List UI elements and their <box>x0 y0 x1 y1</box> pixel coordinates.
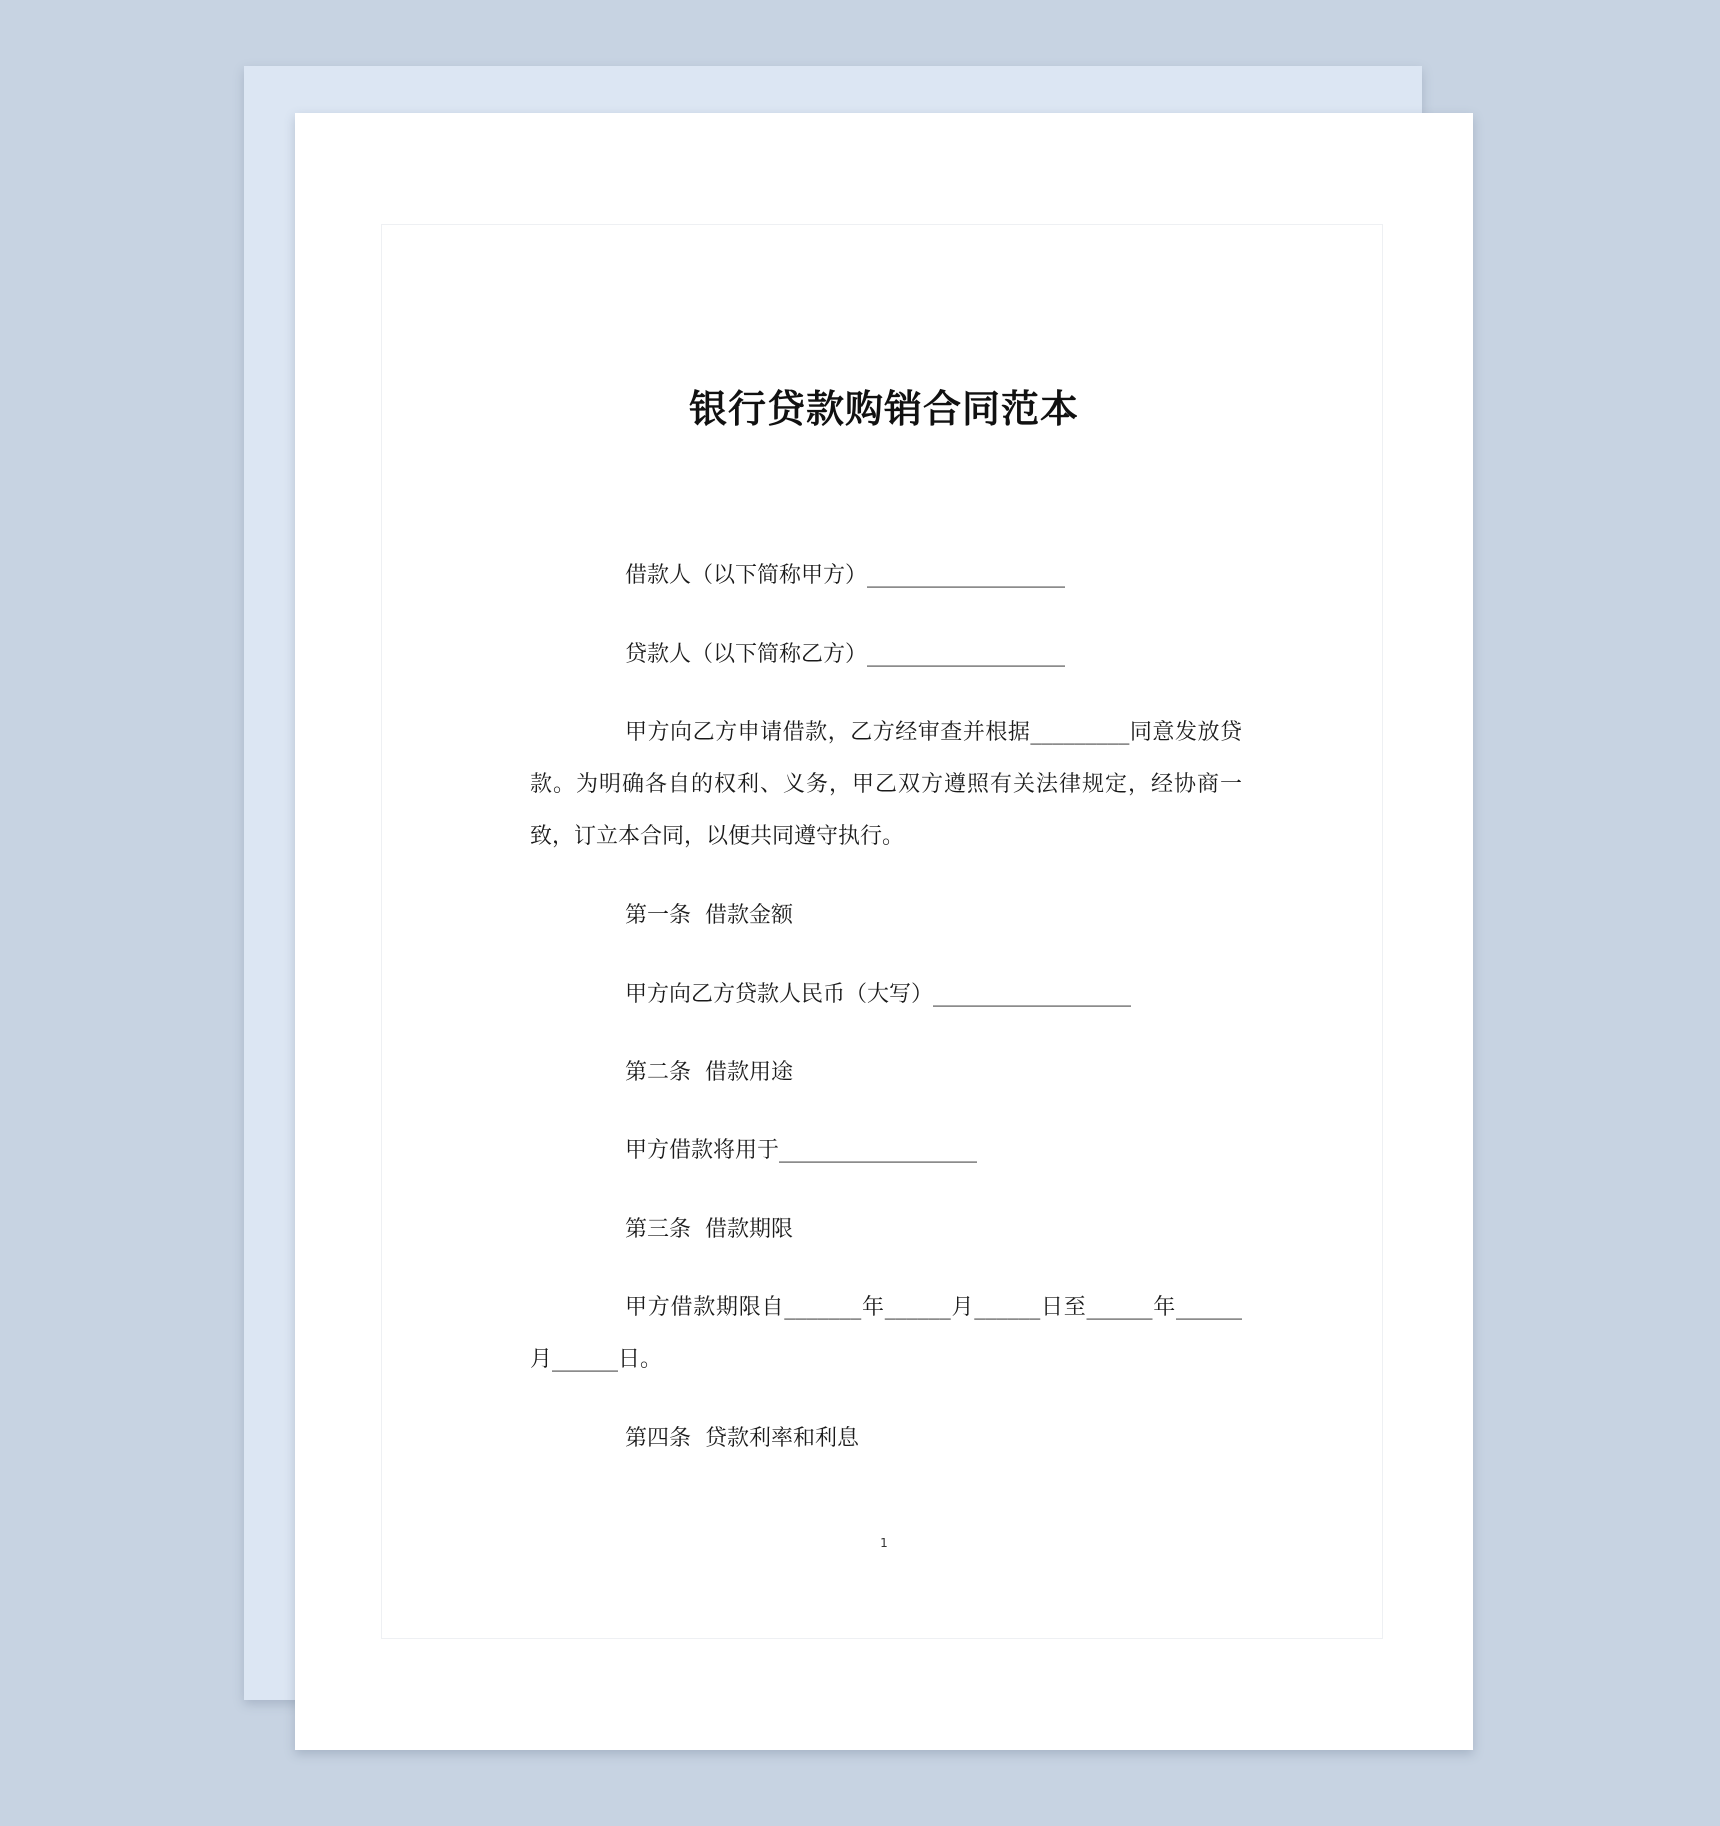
page-number: 1 <box>880 1536 888 1550</box>
loan-purpose-line: 甲方借款将用于__________________ <box>625 1138 978 1163</box>
borrower-line: 借款人（以下简称甲方）__________________ <box>625 563 1066 588</box>
lender-line: 贷款人（以下简称乙方）__________________ <box>625 642 1066 667</box>
loan-term-paragraph: 甲方借款期限自_______年______月______日至______年______月______日。 <box>530 1295 1242 1372</box>
document-page <box>295 113 1473 1750</box>
loan-amount-line: 甲方向乙方贷款人民币（大写）__________________ <box>625 982 1132 1007</box>
preamble-paragraph: 甲方向乙方申请借款，乙方经审查并根据_________同意发放贷款。为明确各自的权利、义务，甲乙双方遵照有关法律规定，经协商一致，订立本合同，以便共同遵守执行。 <box>530 720 1242 849</box>
article-2-heading: 第二条 借款用途 <box>625 1060 793 1085</box>
article-1-heading: 第一条 借款金额 <box>625 903 793 928</box>
article-3-heading: 第三条 借款期限 <box>625 1217 793 1242</box>
document-title: 银行贷款购销合同范本 <box>688 387 1079 431</box>
article-4-heading: 第四条 贷款利率和利息 <box>625 1426 859 1451</box>
